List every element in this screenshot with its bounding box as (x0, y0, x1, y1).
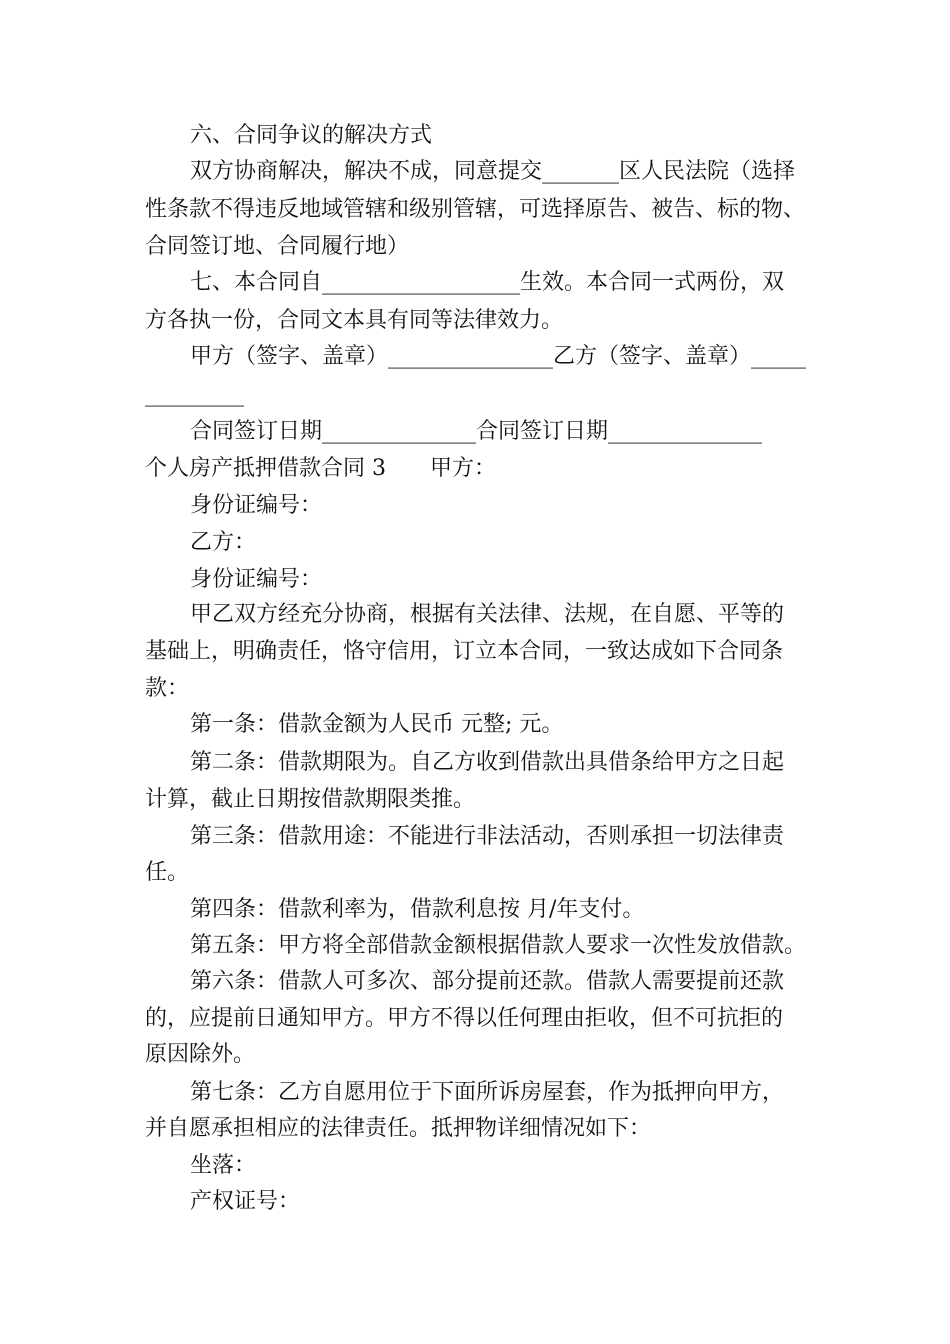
clause-6-continued: 的，应提前日通知甲方。甲方不得以任何理由拒收，但不可抗拒的 (145, 1006, 784, 1031)
clause-6: 第六条：借款人可多次、部分提前还款。借款人需要提前还款 (190, 969, 785, 994)
clause-4: 第四条：借款利率为，借款利息按 月/年支付。 (190, 897, 645, 922)
contract-title-line: 个人房产抵押借款合同 3 甲方： (145, 456, 496, 481)
clause-7-continued: 并自愿承担相应的法律责任。抵押物详细情况如下： (145, 1116, 652, 1141)
party-a-id-field: 身份证编号： (190, 493, 323, 518)
clause-1: 第一条：借款金额为人民币 元整; 元。 (190, 712, 564, 737)
signature-line: 甲方（签字、盖章）_______________乙方（签字、盖章）_____ (190, 344, 807, 369)
paragraph-line: 合同签订地、合同履行地） (145, 234, 410, 259)
clause-5: 第五条：甲方将全部借款金额根据借款人要求一次性发放借款。 (190, 933, 807, 958)
section-heading-effective: 七、本合同自__________________生效。本合同一式两份，双 (190, 270, 785, 295)
clause-2-continued: 计算，截止日期按借款期限类推。 (145, 787, 476, 812)
clause-2: 第二条：借款期限为。自乙方收到借款出具借条给甲方之日起 (190, 750, 785, 775)
paragraph-line: 方各执一份，合同文本具有同等法律效力。 (145, 308, 564, 333)
sign-date-line: 合同签订日期______________合同签订日期______________ (190, 419, 763, 444)
preamble-line: 基础上，明确责任，恪守信用，订立本合同，一致达成如下合同条 (145, 639, 784, 664)
clause-7: 第七条：乙方自愿用位于下面所诉房屋套，作为抵押向甲方， (190, 1080, 785, 1105)
location-field: 坐落： (190, 1153, 257, 1178)
party-b-id-field: 身份证编号： (190, 567, 323, 592)
section-heading-dispute-resolution: 六、合同争议的解决方式 (190, 123, 433, 148)
clause-6-continued: 原因除外。 (145, 1042, 256, 1067)
clause-3: 第三条：借款用途：不能进行非法活动，否则承担一切法律责 (190, 824, 785, 849)
party-b-field: 乙方： (190, 530, 257, 555)
signature-line-continued: _________ (145, 382, 244, 407)
preamble-line: 款： (145, 676, 190, 701)
clause-3-continued: 任。 (145, 860, 190, 885)
preamble-line: 甲乙双方经充分协商，根据有关法律、法规，在自愿、平等的 (190, 602, 785, 627)
paragraph-line: 双方协商解决，解决不成，同意提交_______区人民法院（选择 (190, 159, 796, 184)
property-cert-field: 产权证号： (190, 1189, 301, 1214)
paragraph-line: 性条款不得违反地域管辖和级别管辖，可选择原告、被告、标的物、 (145, 197, 806, 222)
